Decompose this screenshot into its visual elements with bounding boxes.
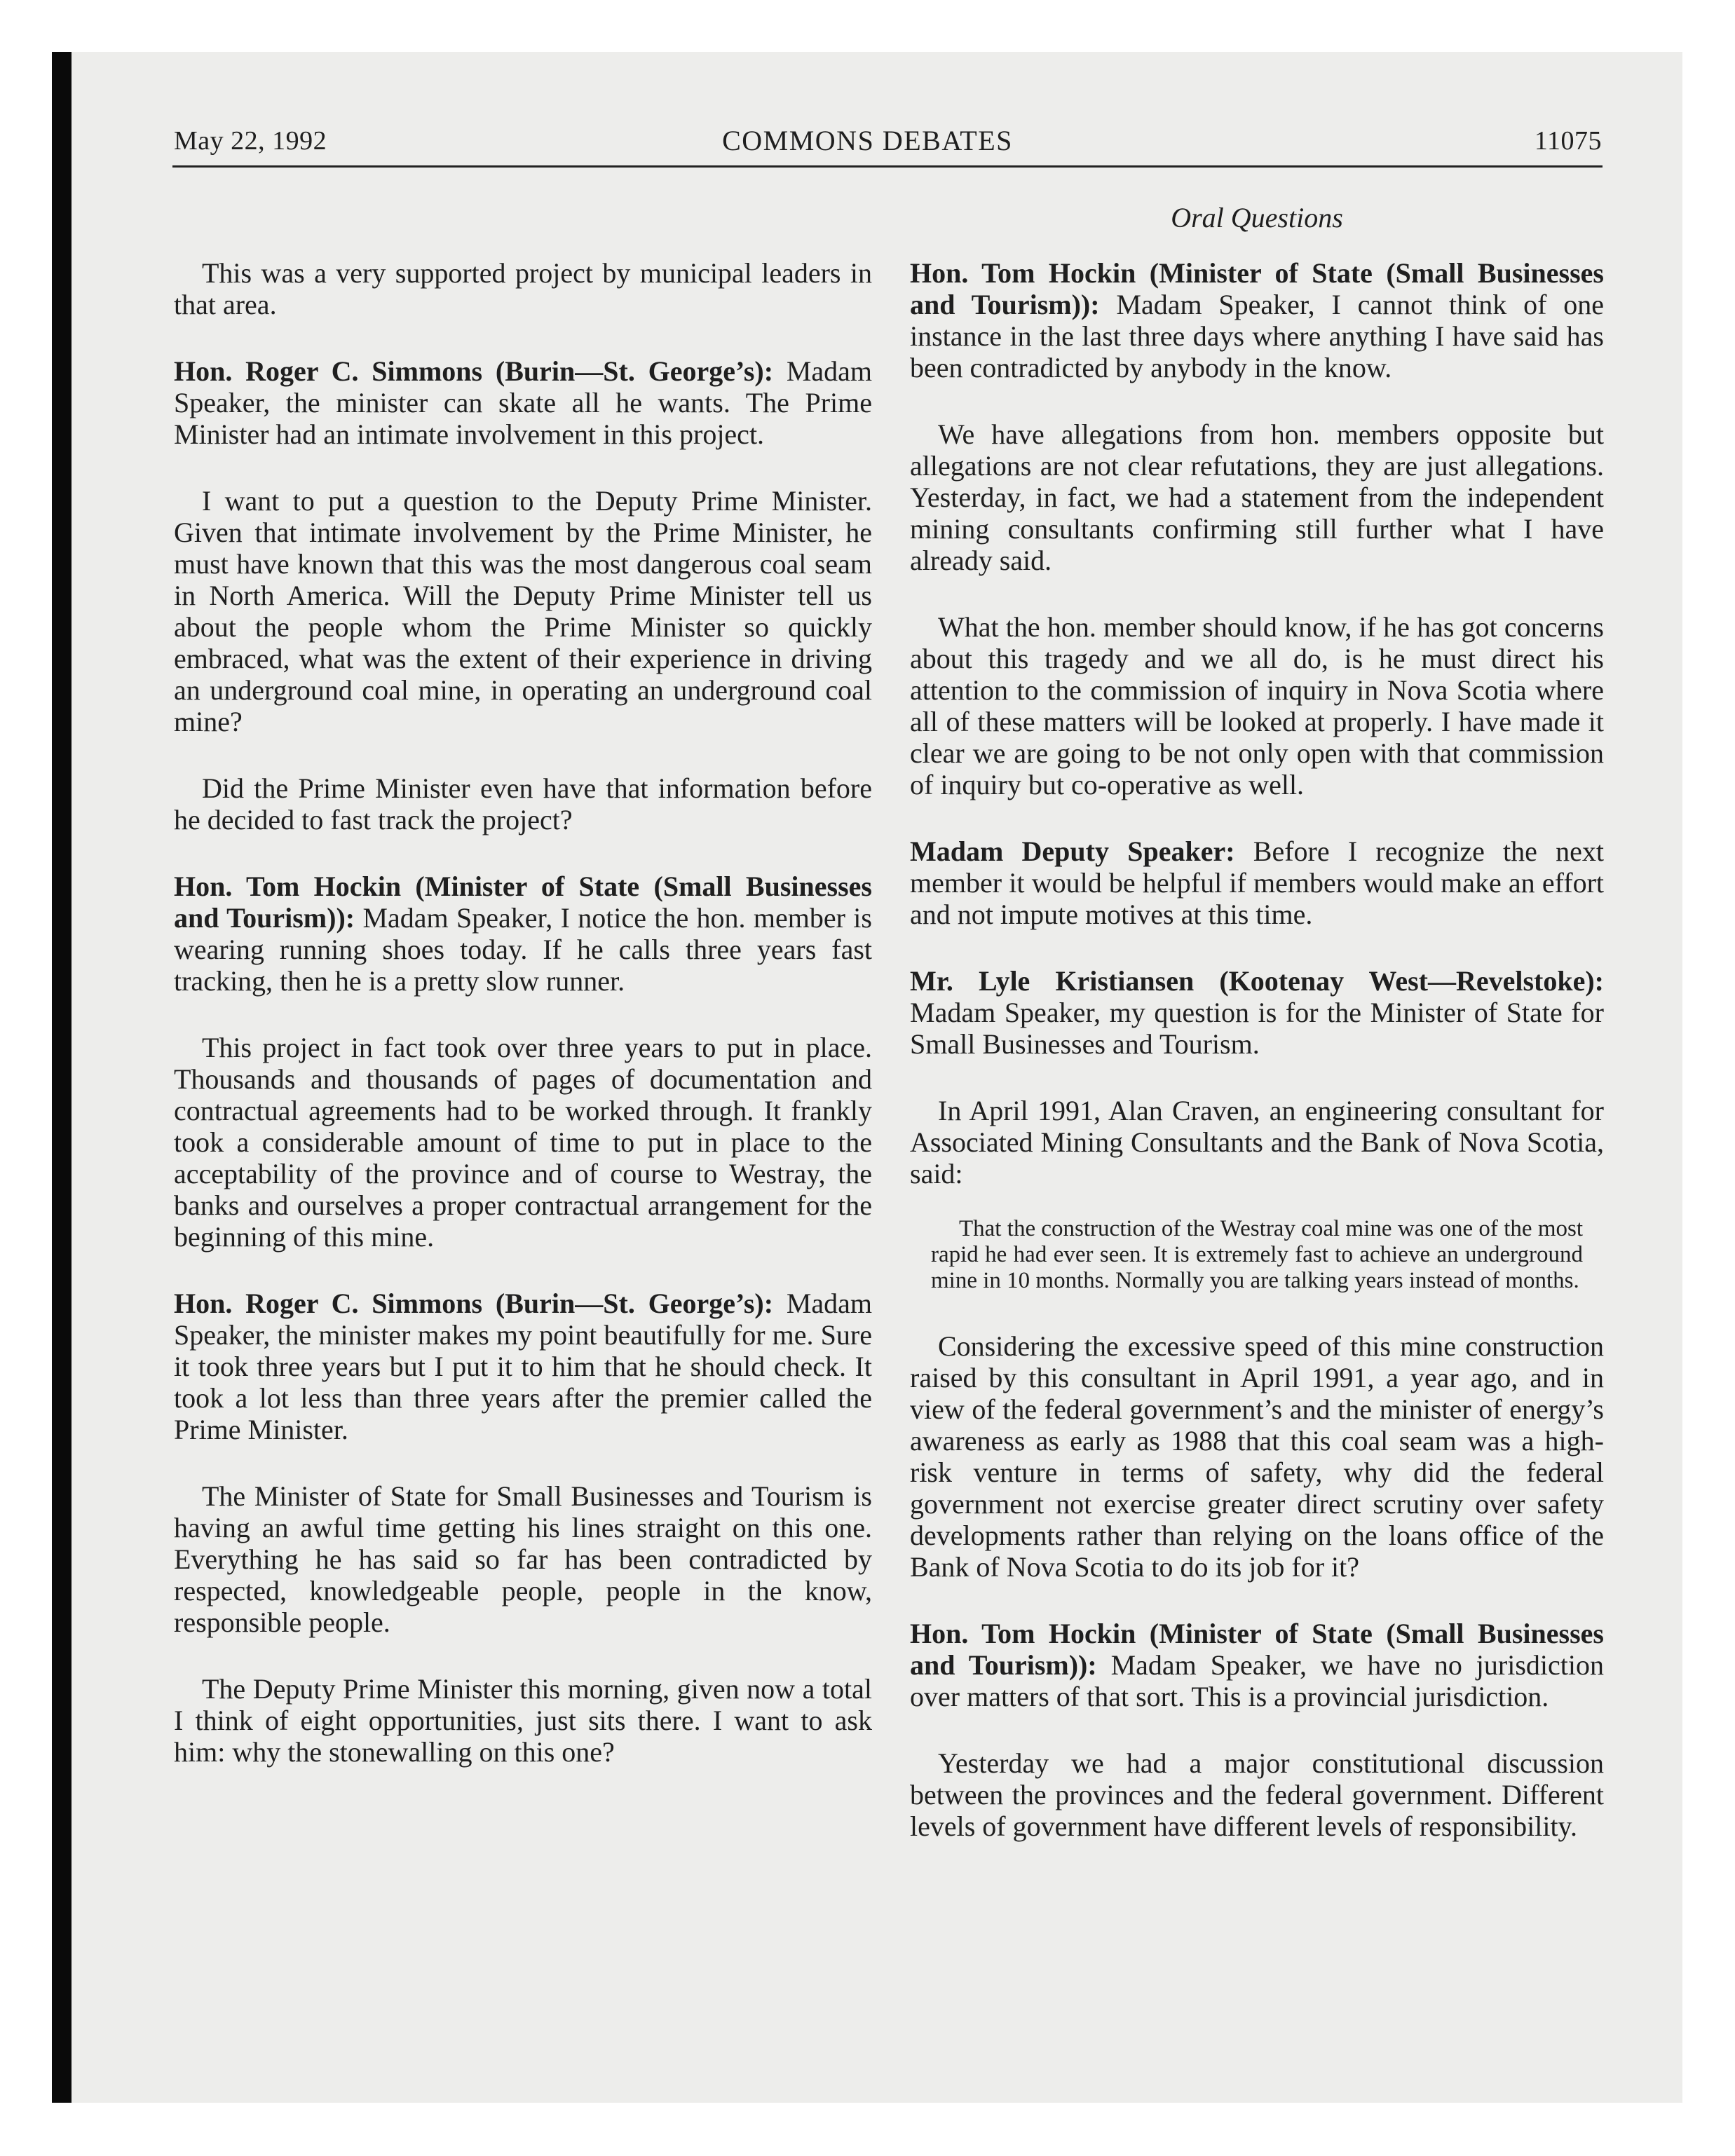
speaker-name: Madam Deputy Speaker: <box>910 835 1235 867</box>
paragraph <box>174 485 872 737</box>
speech-text: Madam Speaker, the minister can skate all he wants. The Prime Minister had an intimate involvement in this project. <box>174 355 873 450</box>
header-title: COMMONS DEBATES <box>722 125 1013 156</box>
paragraph-text: The Minister of State for Small Businesses and Tourism is having an awful time getting his lines straight on this one. Everything he has said so far has been contradicted by respected, knowledgeable people, people in the know, responsible people. <box>174 1480 872 1638</box>
speaker-name: Hon. Tom Hockin (Minister of State (Small Businesses and Tourism)): <box>910 1618 1604 1681</box>
paragraph <box>910 1747 1604 1842</box>
speech-paragraph <box>910 835 1604 930</box>
paragraph <box>174 1032 872 1253</box>
paragraph-text: Did the Prime Minister even have that information before he decided to fast track the project? <box>174 772 872 835</box>
speaker-name: Hon. Roger C. Simmons (Burin—St. George’s): <box>174 1288 774 1319</box>
speech-text: Before I recognize the next member it would be helpful if members would make an effort and not impute motives at this time. <box>910 835 1605 930</box>
header-rule <box>172 165 1603 168</box>
paragraph <box>910 611 1604 800</box>
paragraph-text: Considering the excessive speed of this mine construction raised by this consultant in April 1991, a year ago, and in view of the federal government’s and the minister of energy’s awareness as early as 1988 that this coal seam was a high-risk venture in terms of safety, why did the federal government not exercise greater direct scrutiny over safety developments rather than relying on the loans office of the Bank of Nova Scotia to do its job for it? <box>910 1330 1604 1583</box>
paragraph <box>910 1095 1604 1189</box>
right-column <box>910 257 1604 1877</box>
speech-paragraph <box>910 1618 1604 1712</box>
paragraph <box>174 1480 872 1638</box>
header-date: May 22, 1992 <box>174 126 327 156</box>
header-page-number: 11075 <box>1534 126 1602 156</box>
paragraph <box>910 418 1604 576</box>
speech-paragraph <box>174 871 872 997</box>
left-column <box>174 257 872 1803</box>
paragraph <box>174 257 872 320</box>
paragraph-text: What the hon. member should know, if he has got concerns about this tragedy and we all do, is he must direct his attention to the commission of inquiry in Nova Scotia where all of these matters will be looked at properly. I have made it clear we are going to be not only open with that commission of inquiry but co-operative as well. <box>910 611 1604 800</box>
scan-border <box>52 52 72 2103</box>
speaker-name: Hon. Tom Hockin (Minister of State (Small Businesses and Tourism)): <box>910 257 1604 320</box>
paragraph-text: In April 1991, Alan Craven, an engineering consultant for Associated Mining Consultants and the Bank of Nova Scotia, said: <box>910 1095 1604 1189</box>
paragraph <box>174 1673 872 1768</box>
speech-text: Madam Speaker, I cannot think of one instance in the last three days where anything I have said has been contradicted by anybody in the know. <box>910 289 1604 383</box>
section-heading: Oral Questions <box>1171 202 1343 233</box>
speaker-name: Mr. Lyle Kristiansen (Kootenay West—Revelstoke): <box>910 965 1604 997</box>
paragraph-text: The Deputy Prime Minister this morning, given now a total I think of eight opportunities, just sits there. I want to ask him: why the stonewalling on this one? <box>174 1673 872 1768</box>
speech-text: Madam Speaker, my question is for the Minister of State for Small Businesses and Tourism. <box>910 997 1604 1060</box>
speech-paragraph <box>910 257 1604 383</box>
speech-paragraph <box>174 355 872 450</box>
speech-paragraph <box>174 1288 872 1445</box>
speaker-name: Hon. Tom Hockin (Minister of State (Small Businesses and Tourism)): <box>174 871 872 934</box>
speech-text: Madam Speaker, I notice the hon. member is wearing running shoes today. If he calls three years fast tracking, then he is a pretty slow runner. <box>174 902 872 997</box>
paragraph-text: This project in fact took over three years to put in place. Thousands and thousands of pages of documentation and contractual agreements had to be worked through. It frankly took a considerable amount of time to put in place to the acceptability of the province and of course to Westray, the banks and ourselves a proper contractual arrangement for the beginning of this mine. <box>174 1032 872 1253</box>
speech-text: Madam Speaker, we have no jurisdiction over matters of that sort. This is a provincial jurisdiction. <box>910 1649 1604 1712</box>
block-quote: That the construction of the Westray coal mine was one of the most rapid he had ever seen. It is extremely fast to achieve an underground mine in 10 months. Normally you are talking years instead of months. <box>931 1216 1583 1293</box>
speaker-name: Hon. Roger C. Simmons (Burin—St. George’s): <box>174 355 774 387</box>
speech-text: Madam Speaker, the minister makes my point beautifully for me. Sure it took three years but I put it to him that he should check. It took a lot less than three years after the premier called the Prime Minister. <box>174 1288 873 1445</box>
paragraph-text: Yesterday we had a major constitutional discussion between the provinces and the federal government. Different levels of government have different levels of responsibility. <box>910 1747 1604 1842</box>
paragraph-text: I want to put a question to the Deputy Prime Minister. Given that intimate involvement by the Prime Minister, he must have known that this was the most dangerous coal seam in North America. Will the Deputy Prime Minister tell us about the people whom the Prime Minister so quickly embraced, what was the extent of their experience in driving an underground coal mine, in operating an underground coal mine? <box>174 485 872 737</box>
paragraph <box>910 1330 1604 1583</box>
paragraph <box>174 772 872 835</box>
paragraph-text: This was a very supported project by municipal leaders in that area. <box>174 257 872 320</box>
paragraph-text: We have allegations from hon. members opposite but allegations are not clear refutations, they are just allegations. Yesterday, in fact, we had a statement from the independent mining consultants confirming still further what I have already said. <box>910 418 1604 576</box>
speech-paragraph <box>910 965 1604 1060</box>
